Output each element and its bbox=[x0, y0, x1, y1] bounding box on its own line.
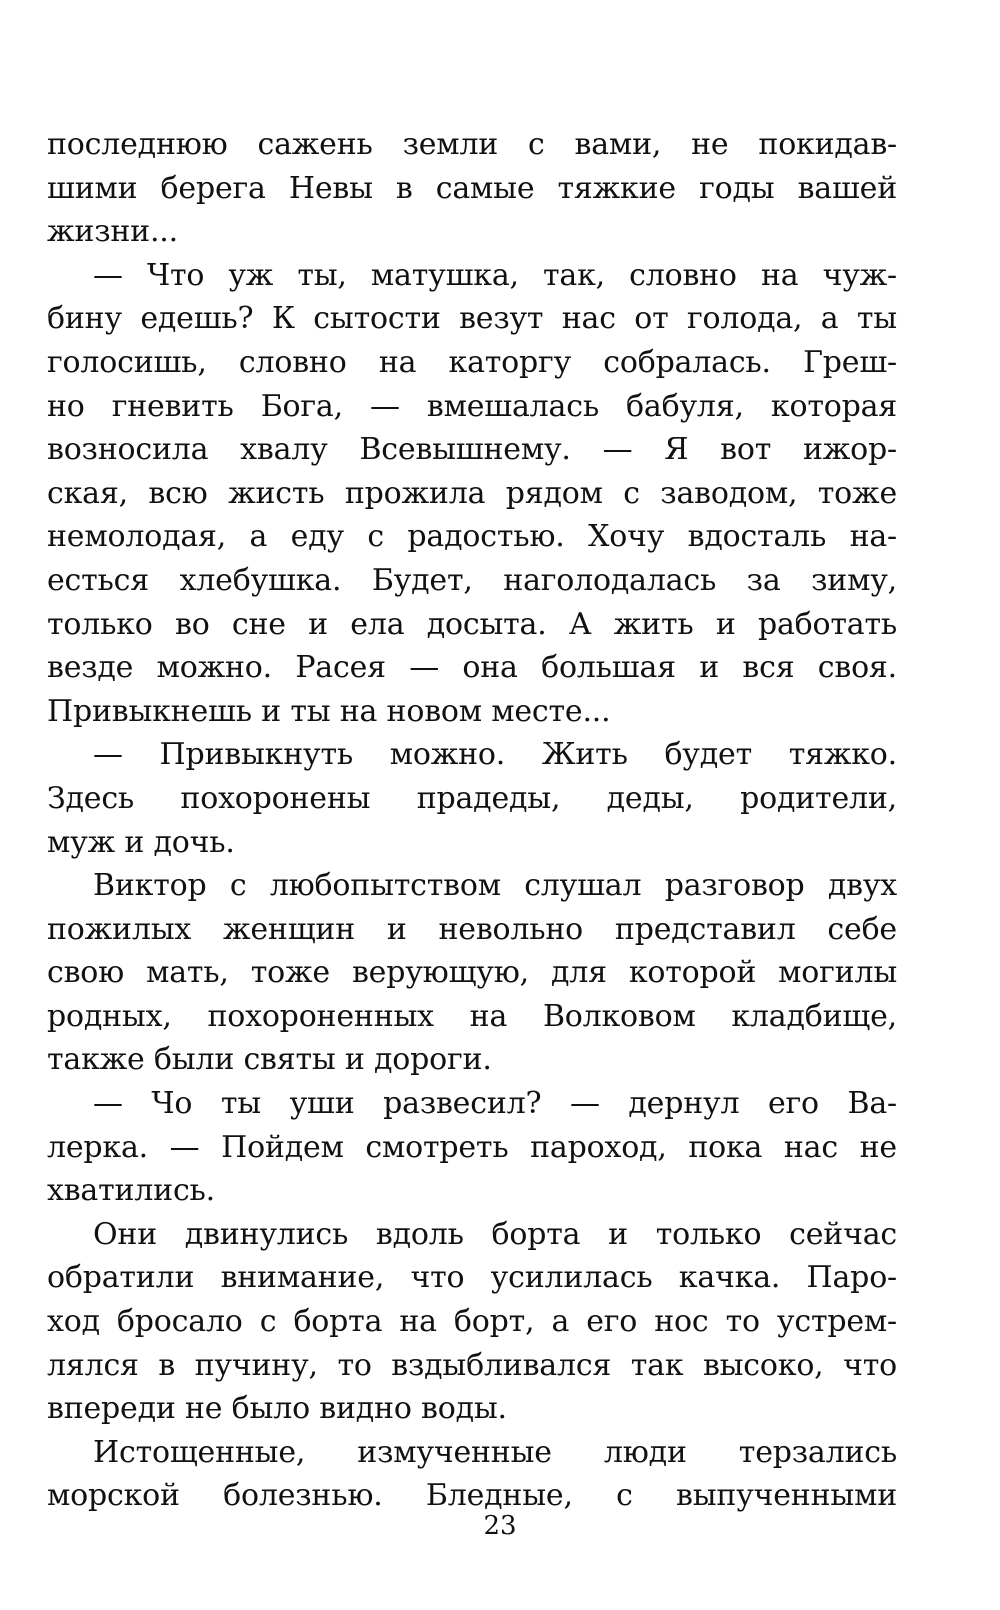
text-line: хватились. bbox=[47, 1173, 216, 1209]
text-line: — Чо ты уши развесил? — дернул его Ва- bbox=[93, 1086, 897, 1122]
text-line: но гневить Бога, — вмешалась бабуля, которая bbox=[47, 388, 897, 424]
text-line: лялся в пучину, то вздыбливался так высоко, что bbox=[47, 1347, 897, 1383]
text-line: Виктор с любопытством слушал разговор двух bbox=[93, 868, 897, 904]
text-line: немолодая, а еду с радостью. Хочу вдосталь на- bbox=[47, 519, 897, 555]
text-line: ская, всю жисть прожила рядом с заводом, тоже bbox=[47, 475, 897, 511]
text-line: обратили внимание, что усилилась качка. Паро- bbox=[47, 1260, 897, 1296]
text-line: — Что уж ты, матушка, так, словно на чуж- bbox=[93, 257, 897, 293]
text-line: муж и дочь. bbox=[47, 824, 235, 860]
text-line: свою мать, тоже верующую, для которой могилы bbox=[47, 955, 897, 991]
text-line: также были святы и дороги. bbox=[47, 1042, 492, 1078]
text-line: есться хлебушка. Будет, наголодалась за зиму, bbox=[47, 562, 897, 598]
text-line: впереди не было видно воды. bbox=[47, 1391, 507, 1427]
text-line: возносила хвалу Всевышнему. — Я вот ижор- bbox=[47, 432, 897, 468]
text-line: последнюю сажень земли с вами, не покидав- bbox=[47, 127, 897, 162]
text-line: — Привыкнуть можно. Жить будет тяжко. bbox=[93, 737, 897, 773]
text-line: шими берега Невы в самые тяжкие годы вашей bbox=[47, 170, 897, 206]
text-line: ход бросало с борта на борт, а его нос то устрем- bbox=[47, 1304, 897, 1340]
page-text bbox=[47, 123, 897, 1518]
text-line: голосишь, словно на каторгу собралась. Греш- bbox=[47, 344, 897, 380]
text-line: только во сне и ела досыта. А жить и работать bbox=[47, 606, 897, 642]
text-line: бину едешь? К сытости везут нас от голода, а ты bbox=[47, 301, 897, 337]
text-line: морской болезнью. Бледные, с выпученными bbox=[47, 1478, 897, 1514]
text-line: жизни... bbox=[47, 214, 178, 250]
text-line: Привыкнешь и ты на новом месте... bbox=[47, 693, 611, 729]
text-line: Истощенные, измученные люди терзались bbox=[93, 1434, 897, 1470]
text-line: лерка. — Пойдем смотреть пароход, пока нас не bbox=[47, 1129, 897, 1165]
page-number: 23 bbox=[483, 1511, 517, 1541]
text-line: везде можно. Расея — она большая и вся своя. bbox=[47, 650, 897, 686]
text-line: пожилых женщин и невольно представил себе bbox=[47, 911, 897, 947]
text-line: родных, похороненных на Волковом кладбище, bbox=[47, 998, 897, 1034]
text-line: Они двинулись вдоль борта и только сейчас bbox=[93, 1216, 897, 1252]
text-line: Здесь похоронены прадеды, деды, родители, bbox=[47, 780, 897, 816]
